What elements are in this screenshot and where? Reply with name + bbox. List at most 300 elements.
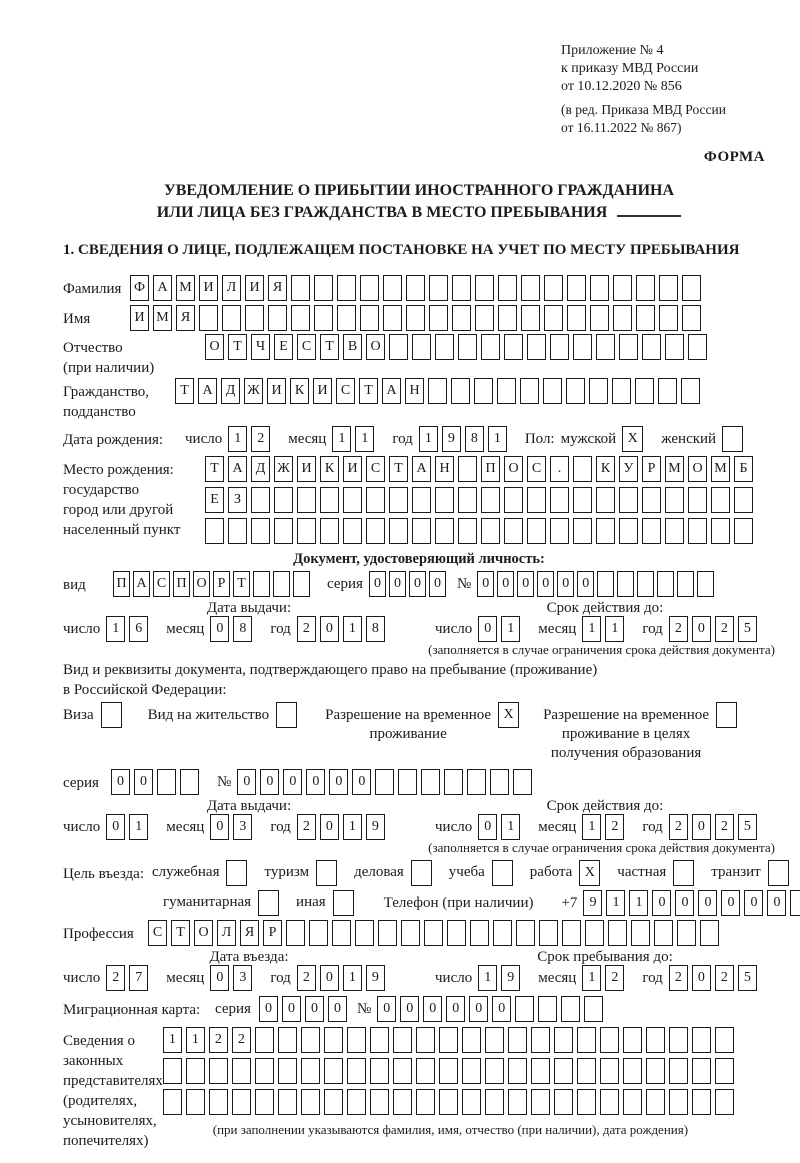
char-box[interactable]: Т [389,456,408,482]
char-box[interactable] [613,305,632,331]
char-box[interactable] [186,1089,205,1115]
char-box[interactable] [209,1058,228,1084]
char-box[interactable] [209,1089,228,1115]
char-box[interactable] [513,769,532,795]
char-box[interactable]: 0 [652,890,671,916]
char-box[interactable]: 0 [134,769,153,795]
char-box[interactable]: 1 [343,616,362,642]
char-box[interactable] [600,1058,619,1084]
char-box[interactable] [355,920,374,946]
char-box[interactable] [228,518,247,544]
char-box[interactable]: 9 [501,965,520,991]
char-box[interactable] [619,334,638,360]
char-box[interactable] [412,518,431,544]
char-box[interactable] [297,487,316,513]
char-box[interactable]: 0 [389,571,406,597]
char-box[interactable] [444,769,463,795]
char-box[interactable]: А [198,378,217,404]
char-box[interactable] [301,1089,320,1115]
char-box[interactable] [439,1089,458,1115]
char-box[interactable] [383,275,402,301]
char-box[interactable] [590,305,609,331]
char-box[interactable] [429,305,448,331]
char-box[interactable] [637,571,654,597]
char-box[interactable] [688,334,707,360]
char-box[interactable]: 1 [163,1027,182,1053]
char-box[interactable] [527,518,546,544]
char-box[interactable] [416,1058,435,1084]
char-box[interactable] [278,1089,297,1115]
char-box[interactable] [157,769,176,795]
char-box[interactable]: Т [359,378,378,404]
char-box[interactable] [360,305,379,331]
char-box[interactable] [439,1058,458,1084]
char-box[interactable]: 2 [209,1027,228,1053]
char-box[interactable]: 1 [606,890,625,916]
char-box[interactable] [589,378,608,404]
char-box[interactable] [389,334,408,360]
char-box[interactable]: 9 [366,965,385,991]
char-box[interactable]: 0 [305,996,324,1022]
char-box[interactable]: 0 [492,996,511,1022]
char-box[interactable]: Ч [251,334,270,360]
char-box[interactable]: И [313,378,332,404]
char-box[interactable]: Л [217,920,236,946]
char-box[interactable]: 0 [477,571,494,597]
char-box[interactable]: Р [642,456,661,482]
char-box[interactable]: 3 [233,814,252,840]
char-box[interactable]: 1 [343,965,362,991]
char-box[interactable]: Р [213,571,230,597]
char-box[interactable] [293,571,310,597]
char-box[interactable]: 1 [419,426,438,452]
char-box[interactable]: И [297,456,316,482]
char-box[interactable] [544,275,563,301]
char-box[interactable]: 2 [232,1027,251,1053]
char-box[interactable] [669,1089,688,1115]
char-box[interactable] [245,305,264,331]
char-box[interactable] [498,275,517,301]
char-box[interactable]: 1 [501,814,520,840]
char-box[interactable]: 0 [282,996,301,1022]
humanitarian-checkbox[interactable] [258,890,279,916]
char-box[interactable]: Я [268,275,287,301]
char-box[interactable] [481,334,500,360]
char-box[interactable]: 0 [106,814,125,840]
char-box[interactable] [447,920,466,946]
char-box[interactable] [573,334,592,360]
char-box[interactable] [734,518,753,544]
char-box[interactable] [255,1058,274,1084]
char-box[interactable] [398,769,417,795]
char-box[interactable]: 5 [738,616,757,642]
char-box[interactable] [439,1027,458,1053]
char-box[interactable] [429,275,448,301]
char-box[interactable]: У [619,456,638,482]
char-box[interactable] [421,769,440,795]
residence-permit-checkbox[interactable] [276,702,297,728]
char-box[interactable] [596,334,615,360]
char-box[interactable]: З [228,487,247,513]
char-box[interactable]: М [153,305,172,331]
char-box[interactable]: 0 [478,814,497,840]
char-box[interactable] [180,769,199,795]
char-box[interactable]: 0 [721,890,740,916]
char-box[interactable] [462,1027,481,1053]
char-box[interactable]: 0 [744,890,763,916]
char-box[interactable]: 0 [320,814,339,840]
char-box[interactable]: К [596,456,615,482]
char-box[interactable]: 0 [111,769,130,795]
char-box[interactable]: 2 [605,814,624,840]
char-box[interactable]: 0 [469,996,488,1022]
char-box[interactable] [412,334,431,360]
char-box[interactable] [566,378,585,404]
char-box[interactable]: С [148,920,167,946]
char-box[interactable] [681,378,700,404]
char-box[interactable]: П [113,571,130,597]
private-checkbox[interactable] [673,860,694,886]
char-box[interactable] [567,275,586,301]
char-box[interactable] [715,1089,734,1115]
char-box[interactable] [286,920,305,946]
char-box[interactable] [734,487,753,513]
char-box[interactable]: 1 [605,616,624,642]
char-box[interactable]: 0 [698,890,717,916]
char-box[interactable] [516,920,535,946]
char-box[interactable]: 0 [320,965,339,991]
char-box[interactable]: Ф [130,275,149,301]
char-box[interactable] [347,1027,366,1053]
char-box[interactable] [508,1027,527,1053]
temp-residence-checkbox[interactable]: X [498,702,519,728]
char-box[interactable] [692,1027,711,1053]
char-box[interactable]: 1 [186,1027,205,1053]
char-box[interactable] [253,571,270,597]
char-box[interactable]: А [382,378,401,404]
work-checkbox[interactable]: X [579,860,600,886]
char-box[interactable]: Т [175,378,194,404]
char-box[interactable] [573,518,592,544]
char-box[interactable] [515,996,534,1022]
char-box[interactable] [654,920,673,946]
char-box[interactable] [550,334,569,360]
char-box[interactable] [314,275,333,301]
char-box[interactable]: 2 [669,616,688,642]
char-box[interactable]: 0 [320,616,339,642]
char-box[interactable] [393,1089,412,1115]
char-box[interactable]: 0 [210,965,229,991]
char-box[interactable] [623,1058,642,1084]
char-box[interactable] [531,1058,550,1084]
char-box[interactable]: С [297,334,316,360]
char-box[interactable]: 1 [343,814,362,840]
char-box[interactable] [538,996,557,1022]
char-box[interactable] [697,571,714,597]
char-box[interactable]: Д [221,378,240,404]
char-box[interactable] [527,334,546,360]
char-box[interactable]: 1 [129,814,148,840]
char-box[interactable]: 0 [306,769,325,795]
char-box[interactable]: А [133,571,150,597]
char-box[interactable]: Я [240,920,259,946]
char-box[interactable] [301,1058,320,1084]
char-box[interactable]: А [228,456,247,482]
char-box[interactable]: М [665,456,684,482]
char-box[interactable] [631,920,650,946]
char-box[interactable] [366,518,385,544]
char-box[interactable]: С [527,456,546,482]
char-box[interactable] [682,275,701,301]
char-box[interactable] [498,305,517,331]
char-box[interactable] [577,1058,596,1084]
char-box[interactable]: 1 [106,616,125,642]
char-box[interactable]: 0 [328,996,347,1022]
char-box[interactable]: Т [320,334,339,360]
char-box[interactable]: И [130,305,149,331]
char-box[interactable] [462,1089,481,1115]
char-box[interactable] [539,920,558,946]
char-box[interactable] [711,487,730,513]
char-box[interactable] [677,920,696,946]
char-box[interactable] [291,305,310,331]
char-box[interactable] [665,518,684,544]
char-box[interactable] [186,1058,205,1084]
char-box[interactable] [577,1027,596,1053]
char-box[interactable] [378,920,397,946]
char-box[interactable] [550,487,569,513]
char-box[interactable] [508,1089,527,1115]
char-box[interactable] [544,305,563,331]
char-box[interactable] [401,920,420,946]
char-box[interactable]: А [412,456,431,482]
char-box[interactable]: 0 [283,769,302,795]
char-box[interactable]: 1 [228,426,247,452]
char-box[interactable]: О [205,334,224,360]
char-box[interactable]: 0 [210,814,229,840]
char-box[interactable] [343,518,362,544]
char-box[interactable]: 2 [106,965,125,991]
char-box[interactable] [613,275,632,301]
char-box[interactable] [205,518,224,544]
char-box[interactable]: 1 [332,426,351,452]
char-box[interactable] [700,920,719,946]
char-box[interactable]: 0 [577,571,594,597]
char-box[interactable] [554,1058,573,1084]
char-box[interactable] [268,305,287,331]
char-box[interactable] [497,378,516,404]
char-box[interactable] [659,275,678,301]
char-box[interactable] [406,305,425,331]
char-box[interactable] [278,1058,297,1084]
char-box[interactable] [692,1058,711,1084]
char-box[interactable] [337,275,356,301]
char-box[interactable] [458,518,477,544]
char-box[interactable]: А [153,275,172,301]
char-box[interactable] [573,456,592,482]
char-box[interactable] [658,378,677,404]
char-box[interactable] [562,920,581,946]
char-box[interactable] [470,920,489,946]
char-box[interactable]: 0 [400,996,419,1022]
business-checkbox[interactable] [411,860,432,886]
char-box[interactable]: Д [251,456,270,482]
char-box[interactable]: 2 [715,965,734,991]
char-box[interactable]: 2 [297,814,316,840]
char-box[interactable]: 2 [715,616,734,642]
char-box[interactable] [251,487,270,513]
char-box[interactable]: 0 [352,769,371,795]
char-box[interactable]: 0 [692,616,711,642]
char-box[interactable] [467,769,486,795]
char-box[interactable]: Т [171,920,190,946]
char-box[interactable] [715,1027,734,1053]
char-box[interactable]: 0 [517,571,534,597]
char-box[interactable] [474,378,493,404]
char-box[interactable] [274,518,293,544]
char-box[interactable] [393,1058,412,1084]
char-box[interactable] [337,305,356,331]
edu-residence-checkbox[interactable] [716,702,737,728]
char-box[interactable] [435,487,454,513]
char-box[interactable]: К [320,456,339,482]
char-box[interactable]: 0 [446,996,465,1022]
char-box[interactable] [416,1027,435,1053]
char-box[interactable] [790,890,800,916]
char-box[interactable] [573,487,592,513]
char-box[interactable]: 9 [442,426,461,452]
official-checkbox[interactable] [226,860,247,886]
char-box[interactable]: 0 [369,571,386,597]
char-box[interactable] [596,487,615,513]
char-box[interactable]: О [366,334,385,360]
char-box[interactable] [278,1027,297,1053]
female-checkbox[interactable] [722,426,743,452]
char-box[interactable] [642,518,661,544]
char-box[interactable] [715,1058,734,1084]
char-box[interactable] [458,334,477,360]
char-box[interactable] [642,334,661,360]
char-box[interactable] [199,305,218,331]
char-box[interactable]: И [267,378,286,404]
char-box[interactable]: Т [228,334,247,360]
char-box[interactable]: 7 [129,965,148,991]
char-box[interactable]: 0 [767,890,786,916]
char-box[interactable] [485,1058,504,1084]
char-box[interactable]: 8 [366,616,385,642]
male-checkbox[interactable]: X [622,426,643,452]
char-box[interactable]: С [366,456,385,482]
char-box[interactable] [508,1058,527,1084]
char-box[interactable] [485,1027,504,1053]
char-box[interactable]: Б [734,456,753,482]
char-box[interactable]: 5 [738,965,757,991]
char-box[interactable] [324,1089,343,1115]
char-box[interactable] [370,1089,389,1115]
char-box[interactable]: Е [274,334,293,360]
char-box[interactable] [646,1027,665,1053]
char-box[interactable]: Ж [244,378,263,404]
char-box[interactable]: И [199,275,218,301]
char-box[interactable] [314,305,333,331]
char-box[interactable]: М [176,275,195,301]
char-box[interactable] [458,487,477,513]
char-box[interactable]: 5 [738,814,757,840]
char-box[interactable] [617,571,634,597]
char-box[interactable]: О [504,456,523,482]
char-box[interactable]: . [550,456,569,482]
char-box[interactable] [435,334,454,360]
char-box[interactable] [521,305,540,331]
char-box[interactable] [657,571,674,597]
char-box[interactable] [554,1089,573,1115]
char-box[interactable] [424,920,443,946]
char-box[interactable]: И [245,275,264,301]
char-box[interactable]: 3 [233,965,252,991]
char-box[interactable] [462,1058,481,1084]
char-box[interactable]: 0 [692,965,711,991]
char-box[interactable] [255,1089,274,1115]
char-box[interactable] [428,378,447,404]
char-box[interactable] [389,518,408,544]
char-box[interactable]: 0 [537,571,554,597]
char-box[interactable] [636,275,655,301]
char-box[interactable]: 1 [629,890,648,916]
char-box[interactable]: 1 [501,616,520,642]
char-box[interactable] [435,518,454,544]
char-box[interactable] [251,518,270,544]
char-box[interactable]: С [153,571,170,597]
char-box[interactable]: П [173,571,190,597]
other-checkbox[interactable] [333,890,354,916]
char-box[interactable]: 6 [129,616,148,642]
char-box[interactable]: 2 [605,965,624,991]
char-box[interactable]: 8 [465,426,484,452]
char-box[interactable] [527,487,546,513]
char-box[interactable] [642,487,661,513]
char-box[interactable]: 0 [210,616,229,642]
char-box[interactable]: 0 [237,769,256,795]
char-box[interactable] [475,305,494,331]
char-box[interactable]: О [193,571,210,597]
char-box[interactable] [585,920,604,946]
char-box[interactable] [347,1058,366,1084]
char-box[interactable]: 1 [582,616,601,642]
char-box[interactable] [612,378,631,404]
char-box[interactable]: 0 [423,996,442,1022]
char-box[interactable] [584,996,603,1022]
char-box[interactable] [490,769,509,795]
char-box[interactable]: 9 [583,890,602,916]
char-box[interactable] [452,305,471,331]
char-box[interactable] [163,1089,182,1115]
char-box[interactable] [301,1027,320,1053]
char-box[interactable] [561,996,580,1022]
char-box[interactable] [600,1089,619,1115]
char-box[interactable]: Т [205,456,224,482]
transit-checkbox[interactable] [768,860,789,886]
char-box[interactable]: 1 [478,965,497,991]
char-box[interactable] [619,487,638,513]
char-box[interactable]: Н [435,456,454,482]
char-box[interactable] [255,1027,274,1053]
char-box[interactable] [375,769,394,795]
char-box[interactable]: 1 [488,426,507,452]
char-box[interactable]: П [481,456,500,482]
char-box[interactable]: 0 [377,996,396,1022]
char-box[interactable] [669,1058,688,1084]
char-box[interactable] [711,518,730,544]
